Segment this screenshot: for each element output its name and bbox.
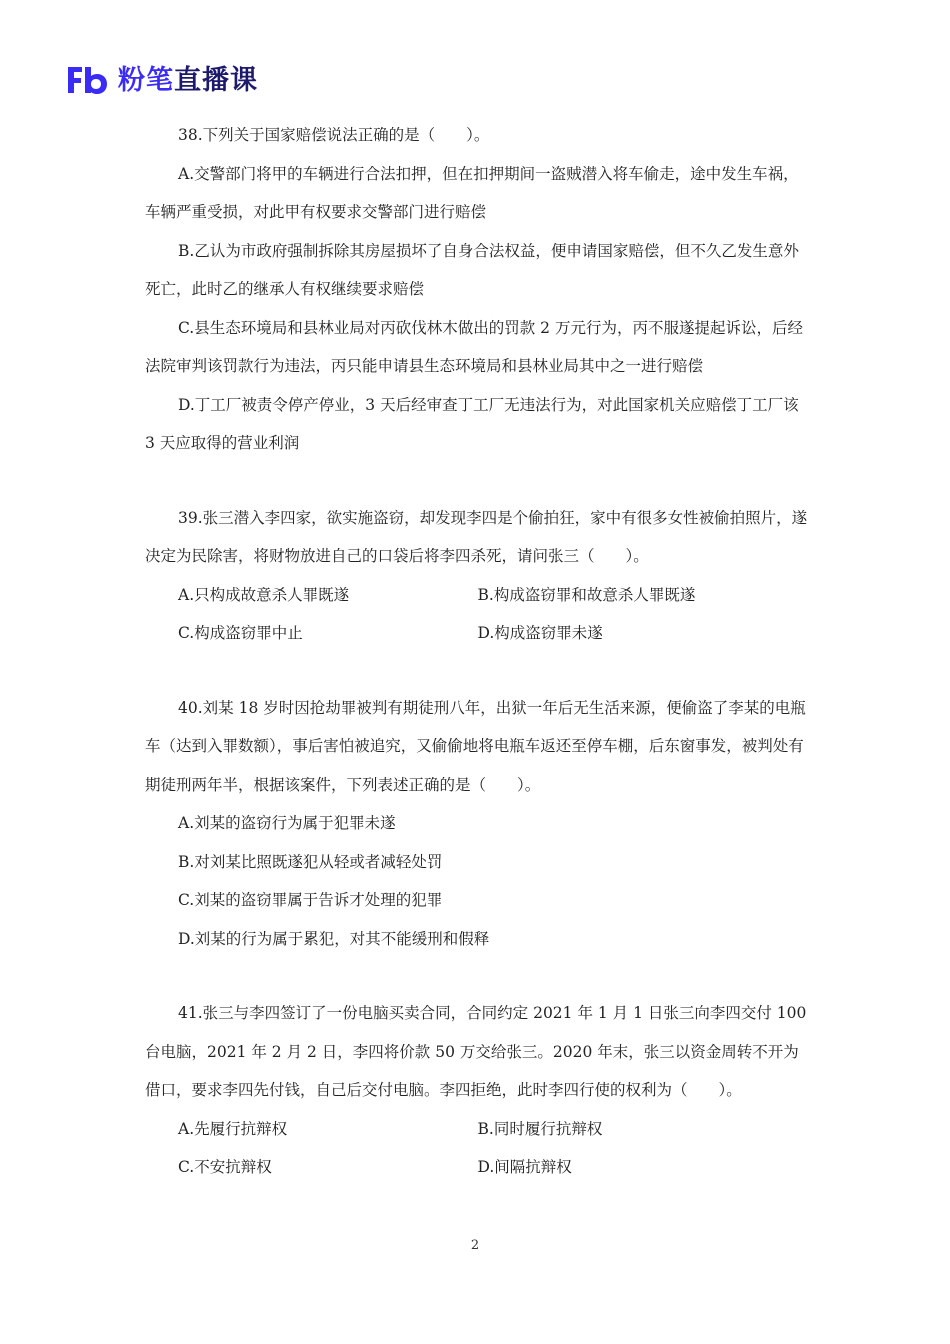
options-row [145,576,810,615]
question-stem: 39.张三潜入李四家，欲实施盗窃，却发现李四是个偷拍狂，家中有很多女性被偷拍照片，遂决定为民除害，将财物放进自己的口袋后将李四杀死，请问张三（ ）。 [145,508,808,565]
logo-text [118,64,258,96]
option-a: A.只构成故意杀人罪既遂 [178,585,350,604]
question-39 [145,499,810,653]
logo-brand: 粉笔 [118,64,174,96]
options-row [145,1148,810,1187]
option-d: D.构成盗窃罪未遂 [477,624,603,642]
question-stem: 41.张三与李四签订了一份电脑买卖合同，合同约定 2021 年 1 月 1 日张三向李四交付 100 台电脑，2021 年 2 月 2 日，李四将价款 50 万交给张三。2020 年末，张三以资金周转不开为借口，要求李四先付钱，自己后交付电脑。李四拒绝，此时李四行使的权利为（ ）。 [145,1004,807,1099]
option-b: B.构成盗窃罪和故意杀人罪既遂 [477,585,696,604]
question-stem: 40.刘某 18 岁时因抢劫罪被判有期徒刑八年，出狱一年后无生活来源，便偷盗了李某的电瓶车（达到入罪数额），事后害怕被追究，又偷偷地将电瓶车返还至停车棚，后东窗事发，被判处有期徒刑两年半，根据该案件，下列表述正确的是（ ）。 [145,698,806,794]
option-c: C.县生态环境局和县林业局对丙砍伐林木做出的罚款 2 万元行为，丙不服遂提起诉讼，后经法院审判该罚款行为违法，丙只能申请县生态环境局和县林业局其中之一进行赔偿 [145,318,803,375]
question-38 [145,116,810,463]
option-c: C.构成盗窃罪中止 [178,624,303,642]
logo-subtitle: 直播课 [174,64,258,96]
question-40 [145,689,810,959]
option-b: B.同时履行抗辩权 [477,1119,603,1138]
option-d: D.间隔抗辩权 [477,1158,572,1176]
question-41 [145,994,810,1187]
option-a: A.交警部门将甲的车辆进行合法扣押，但在扣押期间一盗贼潜入将车偷走，途中发生车祸，车辆严重受损，对此甲有权要求交警部门进行赔偿 [145,164,799,221]
fb-logo-icon [66,65,112,95]
options-row [145,614,810,653]
option-d: D.刘某的行为属于累犯，对其不能缓刑和假释 [178,929,490,948]
option-b: B.乙认为市政府强制拆除其房屋损坏了自身合法权益，便申请国家赔偿，但不久乙发生意外死亡，此时乙的继承人有权继续要求赔偿 [145,241,799,298]
options-row [145,1110,810,1149]
page-number: 2 [470,1238,480,1253]
option-c: C.刘某的盗窃罪属于告诉才处理的犯罪 [178,891,443,909]
option-a: A.先履行抗辩权 [178,1119,288,1138]
option-a: A.刘某的盗窃行为属于犯罪未遂 [178,814,396,832]
brand-logo [66,62,258,98]
question-stem: 38.下列关于国家赔偿说法正确的是（ ）。 [178,126,490,144]
option-d: D.丁工厂被责令停产停业，3 天后经审查丁工厂无违法行为，对此国家机关应赔偿丁工厂该 3 天应取得的营业利润 [145,395,799,452]
question-list [145,116,810,1187]
option-c: C.不安抗辩权 [178,1158,272,1176]
option-b: B.对刘某比照既遂犯从轻或者减轻处罚 [178,852,443,871]
